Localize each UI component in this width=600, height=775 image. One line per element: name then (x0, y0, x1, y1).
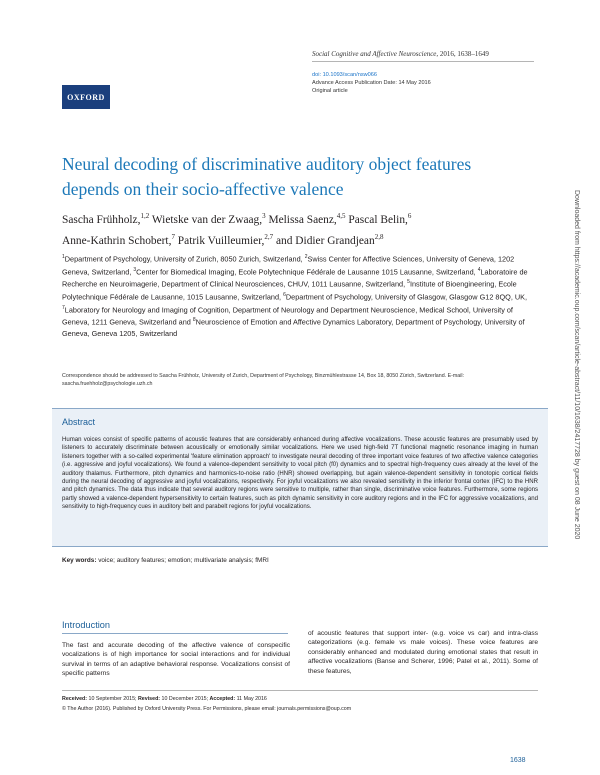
article-title: Neural decoding of discriminative auditory object features depends on their socio-affective valence (62, 154, 472, 199)
advance-access-date: Advance Access Publication Date: 14 May 2016 (312, 80, 431, 86)
author-list (62, 208, 542, 250)
keywords-list: voice; auditory features; emotion; multivariate analysis; fMRI (96, 557, 269, 564)
author[interactable]: Wietske van der Zwaag,$^3$ (149, 212, 266, 226)
author[interactable]: Pascal Belin,$^6$ (345, 212, 412, 226)
footer-rule (62, 690, 538, 691)
author[interactable]: Sascha Frühholz,$^{1,2}$ (62, 212, 150, 226)
header-rule (312, 61, 534, 62)
introduction-column-2: of acoustic features that support inter- (e.g. voice vs car) and intra-class categorizations (e.g. female vs male voices). These voice features are considerably enhanced and modulated during emotional states that result in affective vocalizations (Banse and Scherer, 1996; Patel et al., 2011). Some of these features, (308, 630, 538, 675)
author[interactable]: Anne-Kathrin Schobert,$^7$ (62, 232, 175, 247)
introduction-heading: Introduction (62, 620, 111, 630)
journal-pages: 2016, 1638–1649 (439, 50, 489, 58)
affiliations: $^1$Department of Psychology, University of Zurich, 8050 Zurich, Switzerland, $^2$Swiss Center for Affective Sciences, University of Geneva, 1202 Geneva, Switzerland, $^3$Center for Biomedical Imaging, Ecole Polytechnique Fédérale de Lausanne 1015 Lausanne, Switzerland, $^4$Laboratoire de Recherche en Neuroimagerie, Department of Clinical Neurosciences, CHUV, 1011 Lausanne, Switzerland, $^5$Institute of Bioengineering, Ecole Polytechnique Fédérale de Lausanne, 1015 Lausanne, Switzerland, $^6$Department of Psychology, University of Glasgow, Glasgow G12 8QQ, UK, $^7$Laboratory for Neurology and Imaging of Cognition, Department of Neurology and Department Neuroscience, Medical School, University of Geneva, 1211 Geneva, Switzerland and $^8$Neuroscience of Emotion and Affective Dynamics Laboratory, Department of Psychology, University of Geneva, Geneva 1205, Switzerland (62, 254, 528, 338)
page-number: 1638 (510, 757, 526, 764)
keywords-label: Key words: (62, 557, 97, 564)
copyright-notice: © The Author (2016). Published by Oxford University Press. For Permissions, please email: journals.permissions@oup.com (62, 706, 352, 712)
oxford-logo: OXFORD (62, 85, 110, 109)
article-type: Original article (312, 88, 348, 94)
received-dates: Received: 10 September 2015; Revised: 10 December 2015; Accepted: 11 May 2016 (62, 696, 267, 702)
abstract-heading: Abstract (62, 417, 96, 427)
download-watermark: Downloaded from https://academic.oup.com/scan/article-abstract/11/10/1638/2417728 by guest on 08 June 2020 (573, 190, 580, 540)
author[interactable]: Melissa Saenz,$^{4,5}$ (265, 212, 346, 226)
abstract-text: Human voices consist of specific patterns of acoustic features that are considerably enhanced during affective vocalizations. These acoustic features are presumably used by listeners to accurately discriminate between acoustically or emotionally similar vocalizations. Here we used high-field 7T functional magnetic resonance imaging in human listeners together with a so-called experimental 'feature elimination approach' to investigate neural decoding of three important voice features of two affective valence categories (i.e. aggressive and joyful vocalizations). We found a valence-dependent sensitivity to vocal pitch (f0) dynamics and to spectral high-frequency cues already at the level of the auditory thalamus. Furthermore, pitch dynamics and harmonics-to-noise ratio (HNR) showed overlapping, but again valence-dependent sensitivity in tonotopic cortical fields during the neural decoding of aggressive and joyful vocalizations, respectively. For joyful vocalizations we also revealed sensitivity in the inferior frontal cortex (IFC) to the HNR and pitch dynamics. The data thus indicate that several auditory regions were sensitive to multiple, rather than single, discriminative voice features. Furthermore, some regions partly showed a valence-dependent hypersensitivity to certain features, such as pitch dynamic sensitivity in core auditory regions and in the IFC for aggressive vocalizations, and sensitivity to high-frequency cues in auditory belt and parabelt regions for joyful vocalizations. (62, 437, 538, 511)
doi-link[interactable]: doi: 10.1093/scan/nsw066 (312, 72, 377, 78)
introduction-rule (62, 633, 288, 634)
correspondence-note: Correspondence should be addressed to Sascha Frühholz, University of Zurich, Department of Psychology, Binzmühlestrasse 14, Box 18, 8050 Zürich, Switzerland. E-mail: sascha.fruehholz@psychologie.uzh.ch (62, 373, 465, 387)
journal-citation (312, 50, 489, 58)
author[interactable]: and Didier Grandjean$^{2,8}$ (273, 232, 384, 247)
keywords (62, 557, 542, 564)
introduction-column-1: The fast and accurate decoding of the affective valence of conspecific vocalizations is of high importance for social interactions and for individual survival in terms of an adaptive behavioral response. Vocalizations consist of specific patterns (62, 642, 290, 678)
journal-name: Social Cognitive and Affective Neuroscience, (312, 50, 439, 58)
article-meta (312, 71, 431, 95)
author[interactable]: Patrik Vuilleumier,$^{2,7}$ (174, 232, 274, 247)
